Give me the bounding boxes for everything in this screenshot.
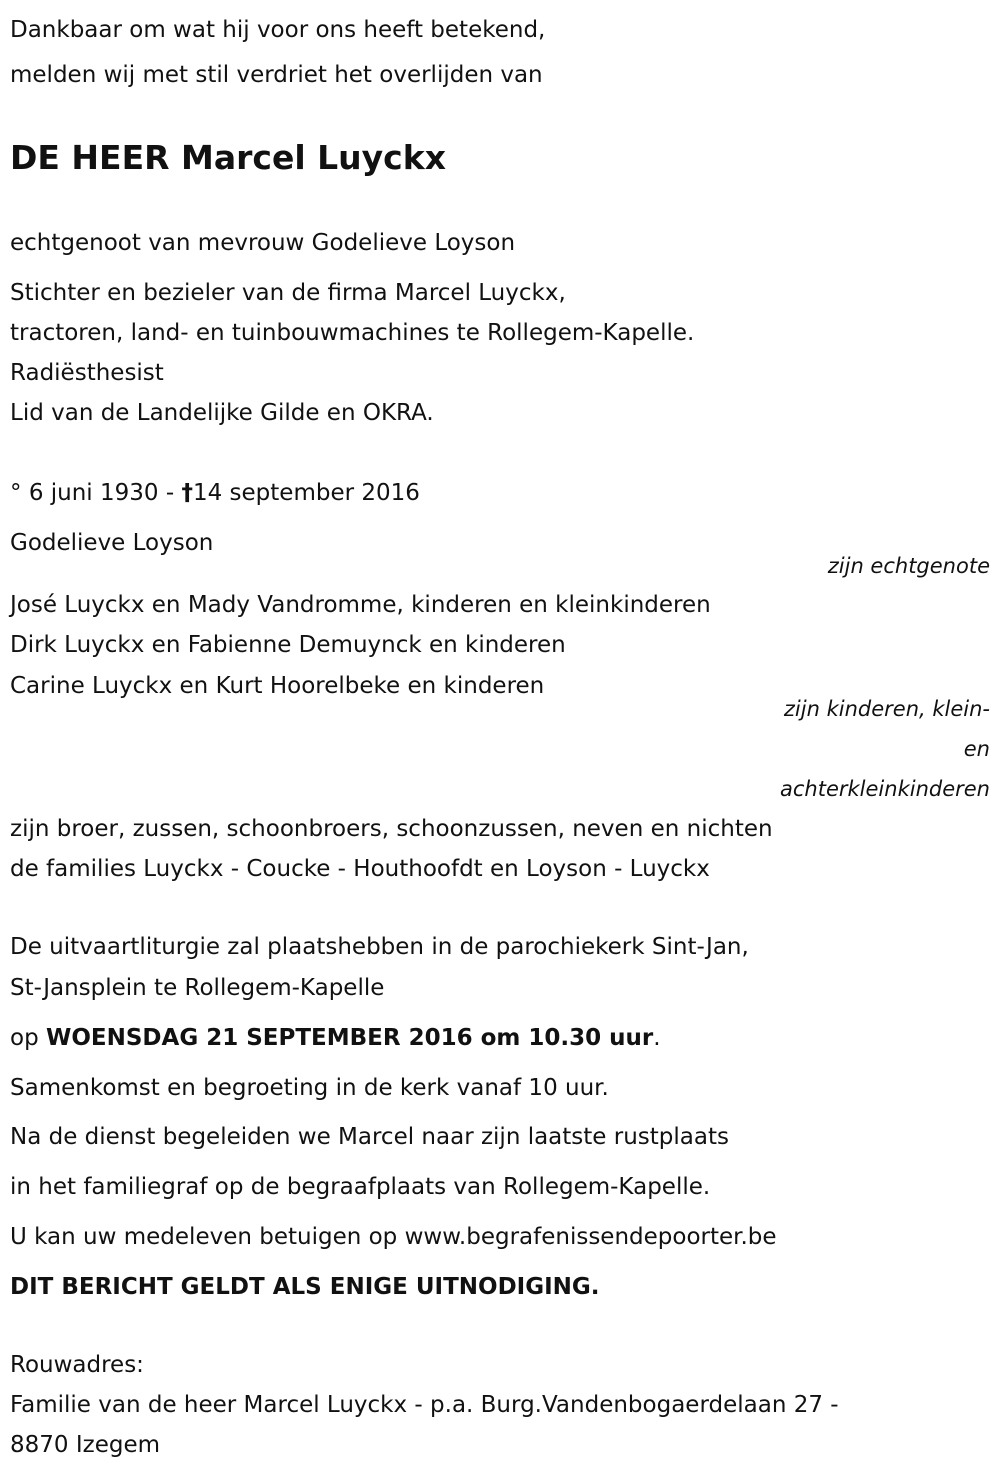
child-line: Carine Luyckx en Kurt Hoorelbeke en kinderen (10, 673, 545, 699)
children-role: en (963, 737, 990, 761)
burial-info: in het familiegraf op de begraafplaats van Rollegem-Kapelle. (10, 1174, 711, 1200)
intro-line: melden wij met stil verdriet het overlijden van (10, 62, 543, 88)
child-line: José Luyckx en Mady Vandromme, kinderen en kleinkinderen (10, 592, 711, 618)
intro-line: Dankbaar om wat hij voor ons heeft betekend, (10, 17, 546, 43)
children-role: achterkleinkinderen (780, 777, 990, 801)
funeral-location: St-Jansplein te Rollegem-Kapelle (10, 975, 385, 1001)
bio-line: Radiësthesist (10, 360, 164, 386)
family-line: zijn broer, zussen, schoonbroers, schoonzussen, neven en nichten (10, 816, 773, 842)
address-label: Rouwadres: (10, 1352, 144, 1378)
life-dates (10, 476, 420, 510)
bio-line: tractoren, land- en tuinbouwmachines te Rollegem-Kapelle. (10, 320, 695, 346)
funeral-date-prefix: op (10, 1025, 39, 1051)
condolence-info: U kan uw medeleven betuigen op www.begrafenissendepoorter.be (10, 1224, 777, 1250)
funeral-date (10, 1021, 661, 1055)
birth-symbol: ° (10, 480, 22, 506)
child-line: Dirk Luyckx en Fabienne Demuynck en kinderen (10, 632, 566, 658)
family-line: de families Luyckx - Coucke - Houthoofdt en Loyson - Luyckx (10, 856, 710, 882)
invitation-notice: DIT BERICHT GELDT ALS ENIGE UITNODIGING. (10, 1274, 600, 1300)
bio-line: echtgenoot van mevrouw Godelieve Loyson (10, 230, 516, 256)
death-date: 14 september 2016 (192, 480, 420, 506)
burial-info: Na de dienst begeleiden we Marcel naar zijn laatste rustplaats (10, 1124, 729, 1150)
children-role: zijn kinderen, klein- (783, 697, 990, 721)
spouse-name: Godelieve Loyson (10, 530, 214, 556)
bio-line: Lid van de Landelijke Gilde en OKRA. (10, 400, 434, 426)
funeral-date-value: WOENSDAG 21 SEPTEMBER 2016 om 10.30 uur (45, 1025, 654, 1051)
cross-icon: † (181, 480, 193, 506)
birth-date: 6 juni 1930 - (28, 480, 175, 506)
bio-line: Stichter en bezieler van de firma Marcel Luyckx, (10, 280, 566, 306)
funeral-date-suffix: . (653, 1025, 661, 1051)
funeral-location: De uitvaartliturgie zal plaatshebben in de parochiekerk Sint-Jan, (10, 934, 749, 960)
spouse-role: zijn echtgenote (827, 554, 990, 578)
deceased-name: DE HEER Marcel Luyckx (10, 138, 446, 177)
gathering-info: Samenkomst en begroeting in de kerk vanaf 10 uur. (10, 1075, 609, 1101)
address-line: Familie van de heer Marcel Luyckx - p.a. Burg.Vandenbogaerdelaan 27 - (10, 1392, 839, 1418)
address-line: 8870 Izegem (10, 1432, 161, 1458)
